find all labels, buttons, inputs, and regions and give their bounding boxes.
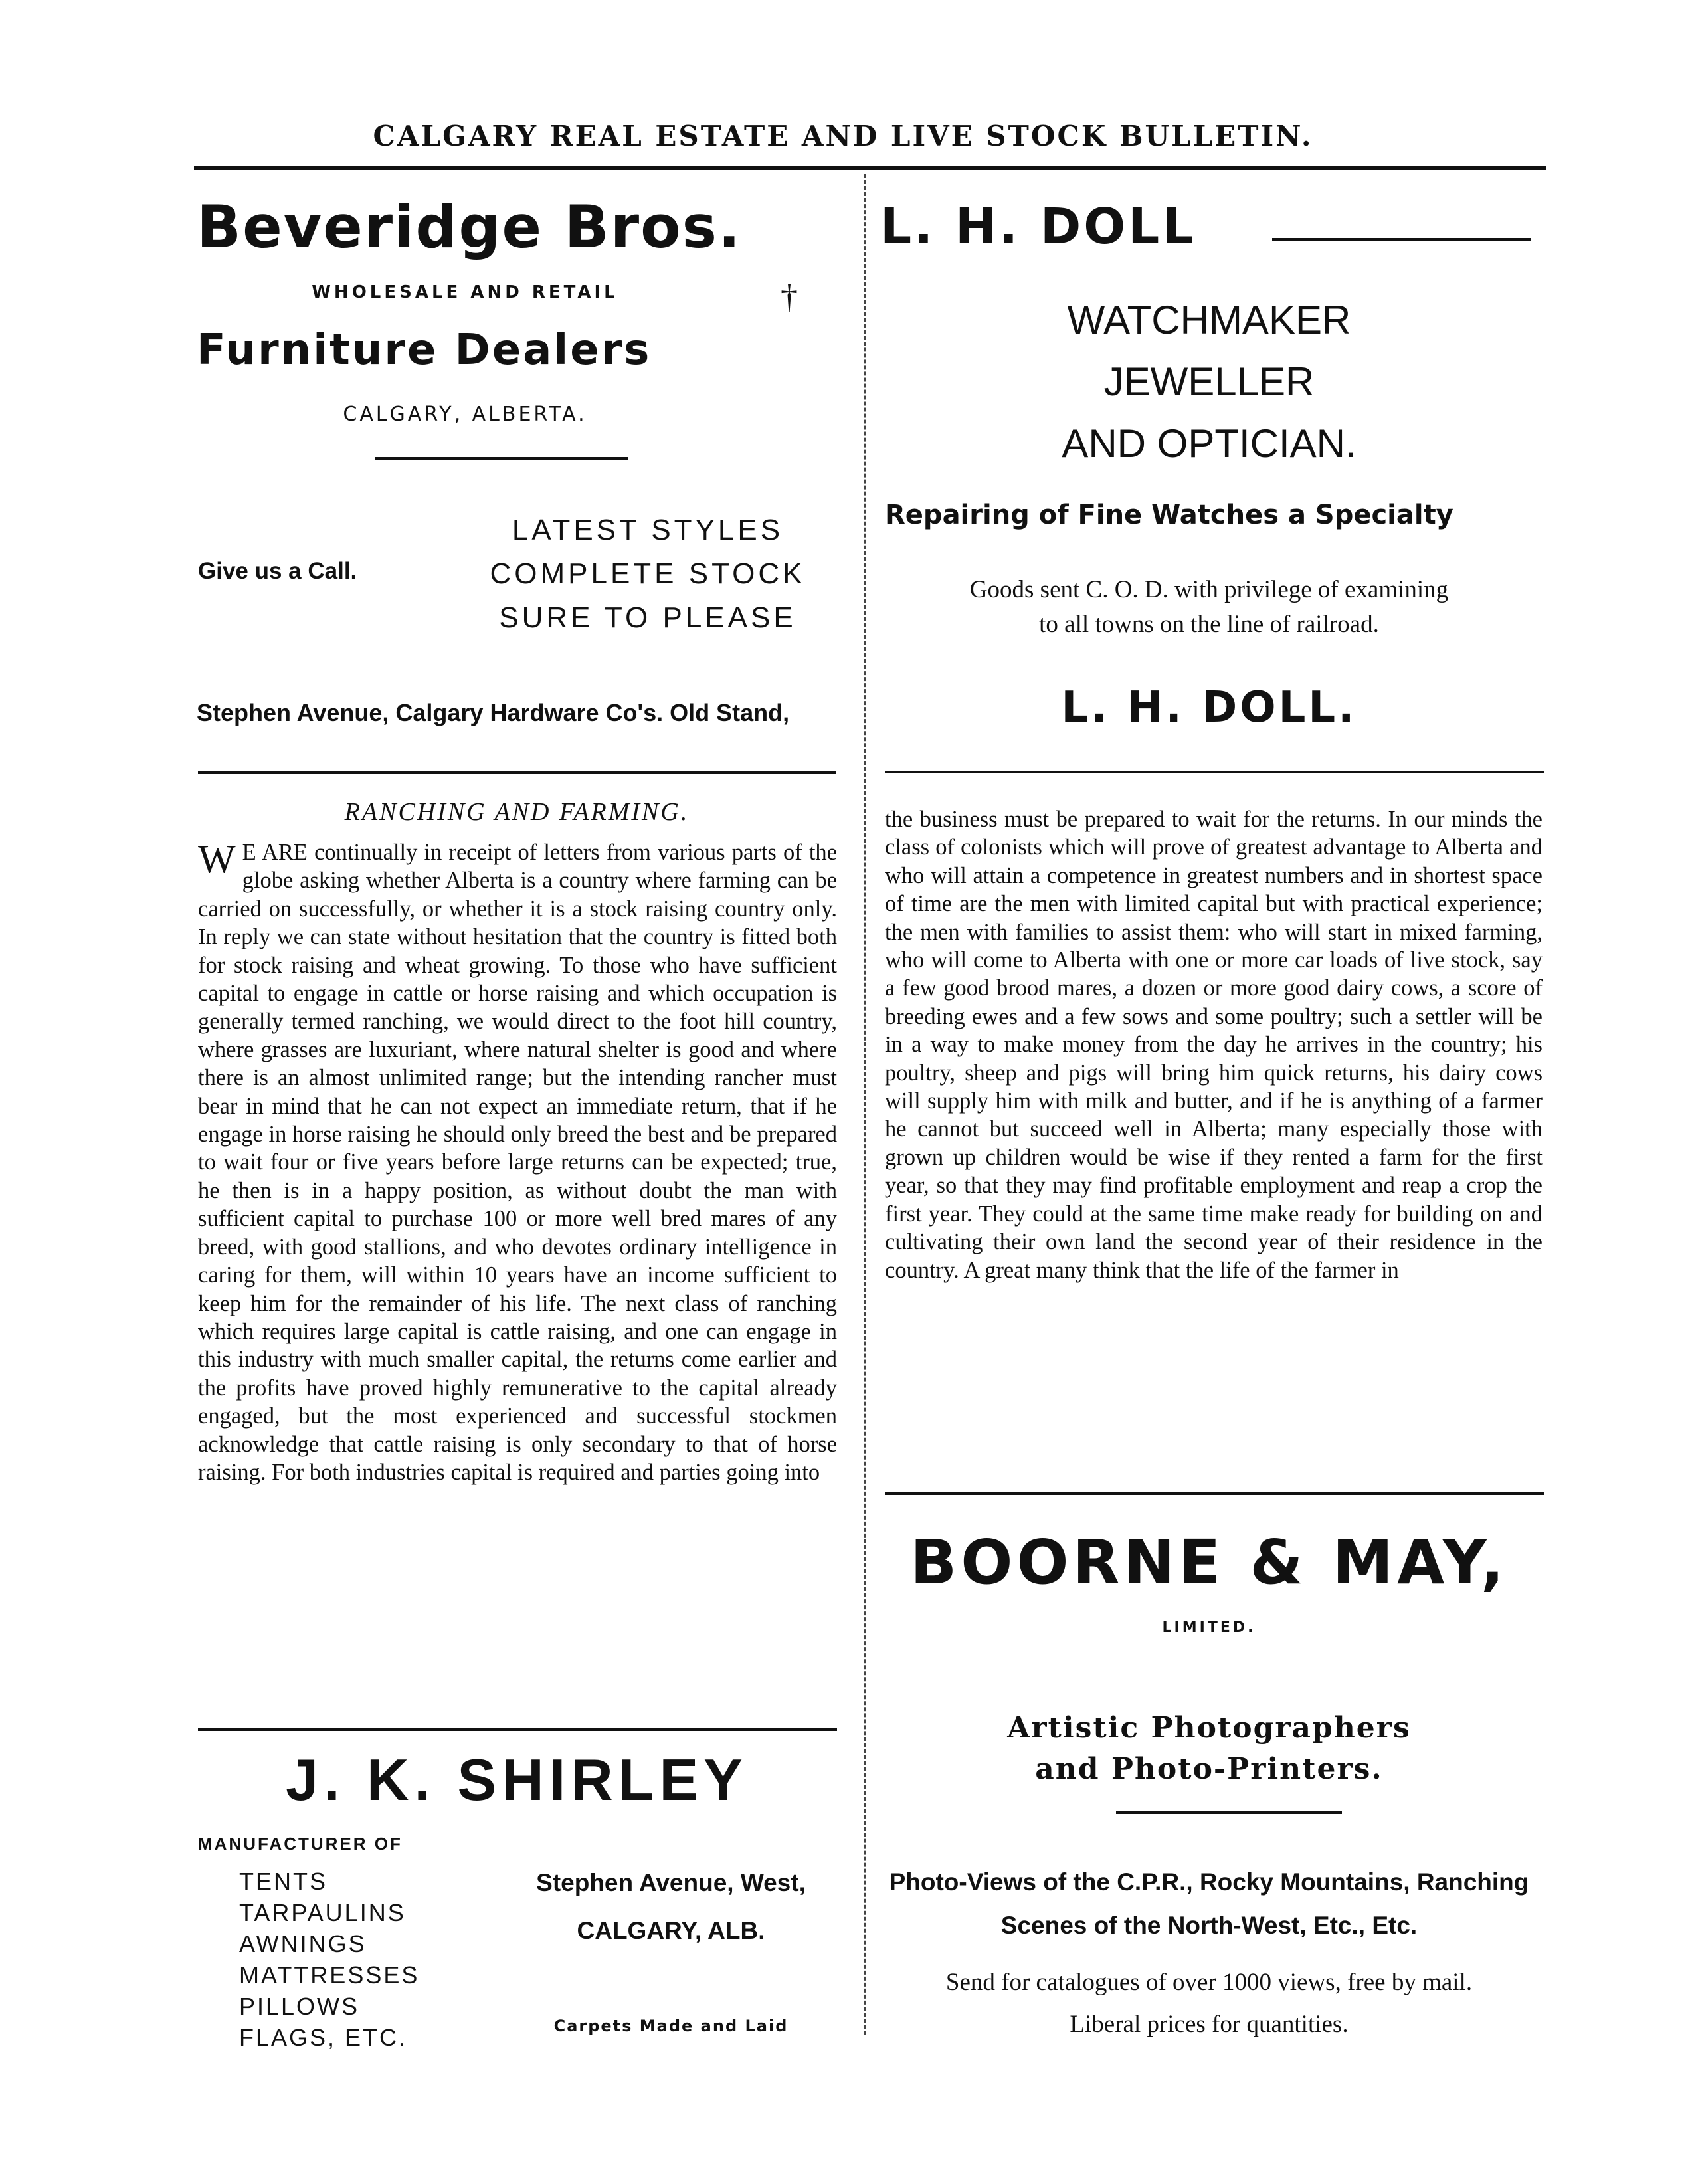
address-line-1: Stephen Avenue, West, — [536, 1869, 806, 1896]
shirley-items — [239, 1866, 419, 2053]
right-bottom-rule — [885, 1492, 1544, 1495]
shirley-item: AWNINGS — [239, 1930, 367, 1957]
page-header — [0, 120, 1686, 152]
left-section-rule — [198, 771, 836, 774]
article-dropcap: W — [198, 839, 236, 881]
boorne-tagline — [864, 1708, 1554, 1790]
ornament-icon: † — [781, 278, 798, 316]
doll-signature: L. H. DOLL. — [1061, 683, 1357, 732]
shirley-item: PILLOWS — [239, 1993, 360, 2020]
service-item: AND OPTICIAN. — [1062, 421, 1357, 466]
views-line-2: Scenes of the North-West, Etc., Etc. — [1000, 1912, 1418, 1939]
address-line-2: CALGARY, ALB. — [577, 1917, 765, 1944]
boorne-catalog: Send for catalogues of over 1000 views, free by mail. — [945, 1969, 1473, 1996]
doll-name: L. H. DOLL — [880, 198, 1196, 255]
beveridge-features — [462, 508, 834, 640]
service-item: JEWELLER — [1103, 359, 1315, 404]
boorne-views — [864, 1860, 1554, 1947]
shirley-address — [512, 1859, 830, 1955]
boorne-name: BOORNE & MAY, — [910, 1527, 1508, 1598]
beveridge-address: Stephen Avenue, Calgary Hardware Co's. Old Stand, — [197, 699, 790, 726]
shirley-manufacturer: MANUFACTURER OF — [198, 1834, 403, 1854]
feature-item: SURE TO PLEASE — [499, 601, 796, 634]
feature-item: COMPLETE STOCK — [490, 557, 806, 590]
article-col2-text: the business must be prepared to wait for the returns. In our minds the class of colonists which will prove of greatest advantage to Alberta and who will attain a competence in greatest numbers and in shortest space of time are the men with limited capital but with practical experience; the men with families to assist them: who will start in mixed farming, who will come to Alberta with one or more car loads of live stock, say a few good brood mares, a dozen or more good dairy cows, a score of breeding ewes and a few sows and some poultry; such a settler will be in a way to make money from the day he arrives in the country; his poultry, sheep and pigs will bring him quick returns, his dairy cows will supply him with milk and butter, and if he is anything of a farmer he cannot but succeed well in Alberta; many especially those with grown up children would be wise if they rented a farm for the first year, so that they may find profitable employment and reap a crop the first year. They could at the same time make ready for building on and cultivating their own land the second year of their residence in the country. A great many think that the life of the farmer in — [885, 807, 1543, 1283]
beveridge-rule — [375, 457, 628, 460]
article-col1-text: E ARE continually in receipt of letters from various parts of the globe asking whether Alberta is a country where farming can be carried on successfully, or whether it is a stock raising country only. In reply we can state without hesitation that the country is fitted both for stock raising and wheat growing. To those who have sufficient capital to engage in cattle or horse raising and which occupation is generally termed ranching, we would direct to the foot hill country, where grasses are luxuriant, where natural shelter is good and where there is an almost unlimited range; but the intending rancher must bear in mind that he can not expect an immediate return, that if he engage in horse raising he should only breed the best and be prepared to wait four or five years before large returns can be expected; true, he then is in a happy position, as without doubt the man with sufficient capital to purchase 100 or more well bred mares of any breed, with good stallions, and who devotes ordinary intelligence in caring for them, will within 10 years have an income sufficient to keep him for the remainder of his life. The next class of ranching which requires large capital is cattle raising, and one can engage in this industry with much smaller capital, the returns come earlier and the profits have proved highly remunerative to the capital already engaged, but the most experienced and successful stockmen acknowledge that cattle raising is only secondary to that of horse raising. For both industries capital is required and parties going into — [198, 840, 837, 1485]
service-item: WATCHMAKER — [1067, 298, 1351, 342]
views-line-1: Photo-Views of the C.P.R., Rocky Mountains, Ranching — [889, 1868, 1529, 1896]
shirley-item: MATTRESSES — [239, 1961, 420, 1989]
shirley-item: TARPAULINS — [239, 1899, 406, 1926]
shirley-carpets: Carpets Made and Laid — [553, 2017, 789, 2035]
header-rule — [194, 166, 1546, 170]
doll-name-rule — [1272, 238, 1531, 241]
boorne-line-2: and Photo-Printers. — [1035, 1752, 1383, 1786]
boorne-prices: Liberal prices for quantities. — [1070, 2011, 1349, 2038]
feature-item: LATEST STYLES — [512, 514, 784, 546]
right-section-rule — [885, 771, 1544, 773]
shirley-item: FLAGS, ETC. — [239, 2024, 408, 2051]
beveridge-call: Give us a Call. — [198, 558, 357, 584]
boorne-limited: LIMITED. — [1162, 1619, 1256, 1636]
beveridge-trade: Furniture Dealers — [197, 326, 652, 375]
cod-line: Goods sent C. O. D. with privilege of examining — [969, 576, 1449, 603]
boorne-rule — [1116, 1811, 1342, 1814]
shirley-item: TENTS — [239, 1868, 328, 1895]
article-title: RANCHING AND FARMING. — [344, 798, 690, 826]
boorne-line-1: Artistic Photographers — [1007, 1711, 1411, 1745]
beveridge-name: Beveridge Bros. — [197, 193, 742, 261]
doll-services — [864, 289, 1554, 474]
left-bottom-rule — [198, 1728, 837, 1731]
beveridge-location: CALGARY, ALBERTA. — [343, 403, 587, 426]
page-title: CALGARY REAL ESTATE AND LIVE STOCK BULLETIN. — [373, 120, 1313, 152]
doll-cod — [864, 573, 1554, 642]
doll-specialty: Repairing of Fine Watches a Specialty — [885, 500, 1453, 530]
cod-line: to all towns on the line of railroad. — [1039, 611, 1379, 638]
article-column-2 — [885, 805, 1543, 1474]
article-column-1 — [198, 839, 837, 1710]
beveridge-tagline: WHOLESALE AND RETAIL — [312, 282, 618, 302]
shirley-name: J. K. SHIRLEY — [286, 1747, 748, 1813]
